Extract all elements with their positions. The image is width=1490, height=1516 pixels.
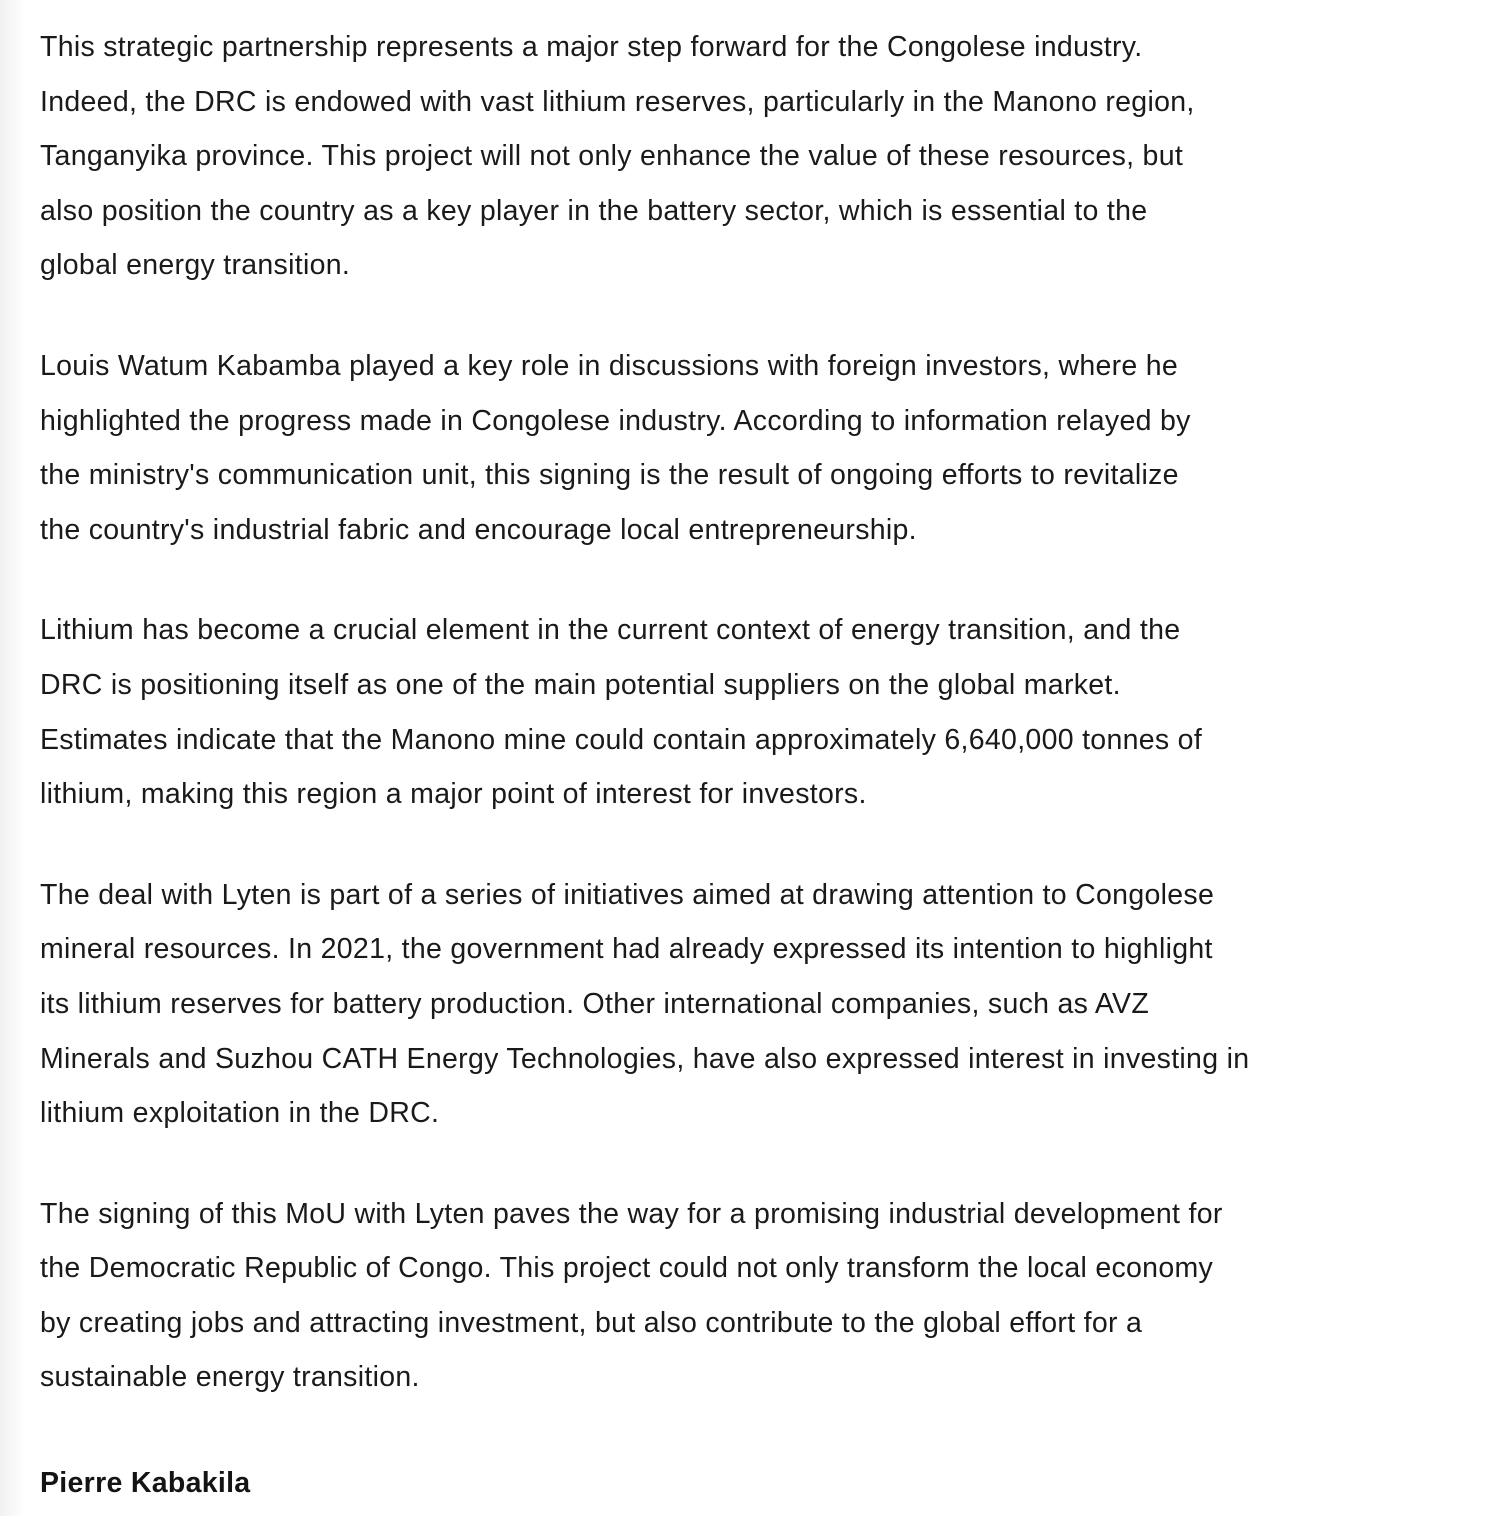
text-line: the country's industrial fabric and encourage local entrepreneurship. <box>40 513 917 546</box>
article-paragraph <box>40 339 1475 557</box>
text-line: DRC is positioning itself as one of the main potential suppliers on the global market. <box>40 668 1121 701</box>
text-line: by creating jobs and attracting investment, but also contribute to the global effort for a <box>40 1306 1143 1339</box>
article-paragraph <box>40 1187 1475 1405</box>
text-line: the ministry's communication unit, this signing is the result of ongoing efforts to revitalize <box>40 459 1179 492</box>
text-line: The deal with Lyten is part of a series of initiatives aimed at drawing attention to Congolese <box>40 878 1215 911</box>
text-line: highlighted the progress made in Congolese industry. According to information relayed by <box>40 404 1191 437</box>
text-line: Indeed, the DRC is endowed with vast lithium reserves, particularly in the Manono region, <box>40 85 1195 118</box>
text-line: sustainable energy transition. <box>40 1361 420 1394</box>
text-line: its lithium reserves for battery production. Other international companies, such as AVZ <box>40 987 1150 1020</box>
article-paragraph <box>40 603 1475 821</box>
author-signature: Pierre Kabakila <box>40 1467 251 1500</box>
text-line: Louis Watum Kabamba played a key role in discussions with foreign investors, where he <box>40 349 1179 382</box>
text-line: Tanganyika province. This project will not only enhance the value of these resources, but <box>40 140 1184 173</box>
text-line: Lithium has become a crucial element in the current context of energy transition, and the <box>40 614 1181 647</box>
text-line: global energy transition. <box>40 249 351 282</box>
text-line: Estimates indicate that the Manono mine could contain approximately 6,640,000 tonnes of <box>40 723 1203 756</box>
text-line: Minerals and Suzhou CATH Energy Technologies, have also expressed interest in investing in <box>40 1042 1250 1075</box>
text-line: mineral resources. In 2021, the government had already expressed its intention to highlight <box>40 933 1213 966</box>
text-line: The signing of this MoU with Lyten paves the way for a promising industrial development for <box>40 1197 1223 1230</box>
article-paragraph <box>40 20 1475 293</box>
text-line: lithium exploitation in the DRC. <box>40 1097 440 1130</box>
text-line: lithium, making this region a major point of interest for investors. <box>40 778 867 811</box>
text-line: This strategic partnership represents a major step forward for the Congolese industry. <box>40 31 1143 63</box>
text-line: the Democratic Republic of Congo. This project could not only transform the local economy <box>40 1252 1214 1285</box>
article-paragraph <box>40 868 1475 1141</box>
article-paragraphs <box>40 20 1475 1405</box>
text-line: also position the country as a key player in the battery sector, which is essential to the <box>40 194 1148 227</box>
